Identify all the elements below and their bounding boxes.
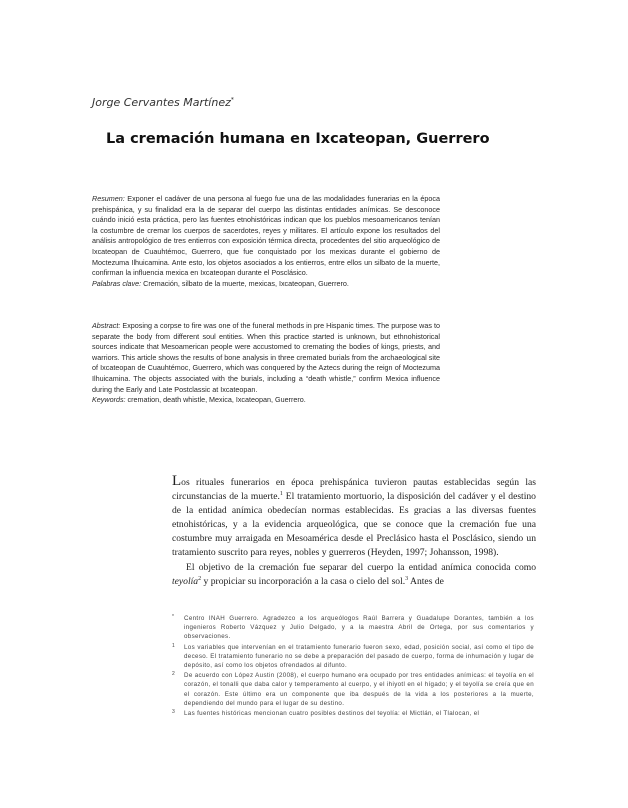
footnote-ref-2: 2 bbox=[198, 575, 202, 582]
body-text-run: Antes de bbox=[408, 575, 444, 587]
resumen-block bbox=[92, 194, 440, 289]
body-paragraph-2 bbox=[172, 561, 536, 589]
drop-cap: L bbox=[172, 473, 182, 489]
palabras-clave-text: Cremación, silbato de la muerte, mexicas, Ixcateopan, Guerrero. bbox=[141, 278, 349, 288]
footnote-ref-3: 3 bbox=[405, 575, 409, 582]
keywords-label: Keywords: bbox=[92, 395, 126, 405]
body-text-run: El objetivo de la cremación fue separar del cuerpo la entidad anímica conocida como bbox=[186, 561, 536, 573]
footnote bbox=[172, 614, 534, 642]
body-text-run: y propiciar su incorporación a la casa o cielo del sol. bbox=[201, 575, 406, 587]
footnote-text: Las fuentes históricas mencionan cuatro posibles destinos del teyolía: el Mictlán, el Tlalocan, el bbox=[184, 710, 480, 718]
footnote-number: 3 bbox=[172, 709, 176, 716]
footnote bbox=[172, 671, 534, 708]
palabras-clave-label: Palabras clave: bbox=[92, 278, 142, 288]
author-footnote-mark: * bbox=[230, 96, 234, 104]
abstract-text: Exposing a corpse to fire was one of the funeral methods in pre Hispanic times. The purpose was to separate the body from different soul entities. When this practice started is unknown, but ethnohistorical sources indicate that Mesoamerican people were accustomed to cremating the bodies of kings, priests, and warriors. This article shows the results of bone analysis in three cremated burials from the archaeological site of Ixcateopan de Cuauhtémoc, Guerrero, which was conquered by the Aztecs during the reign of Moctezuma Ilhuicamina. The objects associated with the burials, including a “death whistle,” confirm Mexica influence during the Early and Late Postclassic at Ixcateopan. bbox=[92, 321, 440, 394]
article-body bbox=[172, 474, 536, 589]
body-text-run: El tratamiento mortuorio, la disposición del cadáver y el destino de la entidad anímica obedecían normas establecidas. Es gracias a las diversas fuentes etnohistóricas, y a la evidencia arqueológica, que se conoce que la cremación fue una costumbre muy arraigada en Mesoamérica desde el Preclásico hasta el Posclásico, siendo un tratamiento suscrito para reyes, nobles y guerreros (Heyden, 1997; Johansson, 1998). bbox=[172, 491, 536, 559]
term-teyolia: teyolía bbox=[172, 575, 199, 587]
footnote-number: 2 bbox=[172, 671, 176, 678]
body-text-run: os rituales funerarios en época prehispánica tuvieron pautas establecidas según las circunstancias de la muerte. bbox=[172, 477, 536, 503]
footnote bbox=[172, 643, 534, 671]
article-title: La cremación humana en Ixcateopan, Guerrero bbox=[106, 131, 490, 147]
footnote-text: Centro INAH Guerrero. Agradezco a los arqueólogos Raúl Barrera y Guadalupe Dorantes, también a los ingenieros Roberto Vázquez y Julio Delgado, y a la maestra Abril de Ortega, por sus comentarios y observaciones. bbox=[184, 615, 534, 641]
footnote-text: De acuerdo con López Austin (2008), el cuerpo humano era ocupado por tres entidades anímicas: el teyolía en el corazón, el tonalli que daba calor y temperamento al cuerpo, y el ihiyotl en el hígado; y el teyolía se creía que en el corazón. Este último era un componente que iba después de la vida a los posteriores a la muerte, dependiendo del mundo para el lugar de su destino. bbox=[184, 672, 534, 707]
footnote-number: * bbox=[172, 614, 175, 620]
footnote-text: Los variables que intervenían en el tratamiento funerario fueron sexo, edad, posición social, así como el tipo de deceso. El tratamiento funerario no se debe a preparación del pasado de cuerpo, forma de inhumación y lugar de depósito, así como los objetos ofrendados al difunto. bbox=[184, 643, 534, 670]
keywords-line bbox=[92, 395, 440, 406]
footnotes bbox=[172, 614, 534, 719]
resumen-label: Resumen: bbox=[92, 194, 125, 203]
keywords-text: cremation, death whistle, Mexica, Ixcateopan, Guerrero. bbox=[125, 395, 306, 405]
footnote-ref-1: 1 bbox=[279, 490, 283, 497]
palabras-clave-line bbox=[92, 279, 440, 290]
body-paragraph-1 bbox=[172, 474, 536, 561]
footnote bbox=[172, 709, 534, 718]
abstract-label: Abstract: bbox=[92, 321, 121, 330]
abstract-block bbox=[92, 321, 440, 406]
resumen-text: Exponer el cadáver de una persona al fuego fue una de las modalidades funerarias en la época prehispánica, y su finalidad era la de separar del cuerpo las distintas entidades anímicas. Se desconoce cuándo inició esta práctica, pero las fuentes etnohistóricas indican que los pueblos mesoamericanos tenían la costumbre de cremar los cuerpos de sacerdotes, reyes y militares. El artículo expone los resultados del análisis antropológico de tres entierros con exposición térmica directa, procedentes del sitio arqueológico de Ixcateopan de Cuauhtémoc, Guerrero, que fue conquistado por los mexicas durante el gobierno de Moctezuma Ilhuicamina. Ante esto, los objetos asociados a los entierros, entre ellos un silbato de la muerte, confirman la influencia mexica en Ixcateopan durante el Posclásico. bbox=[92, 194, 440, 278]
author-name: Jorge Cervantes Martínez* bbox=[92, 96, 234, 109]
footnote-number: 1 bbox=[172, 642, 176, 649]
